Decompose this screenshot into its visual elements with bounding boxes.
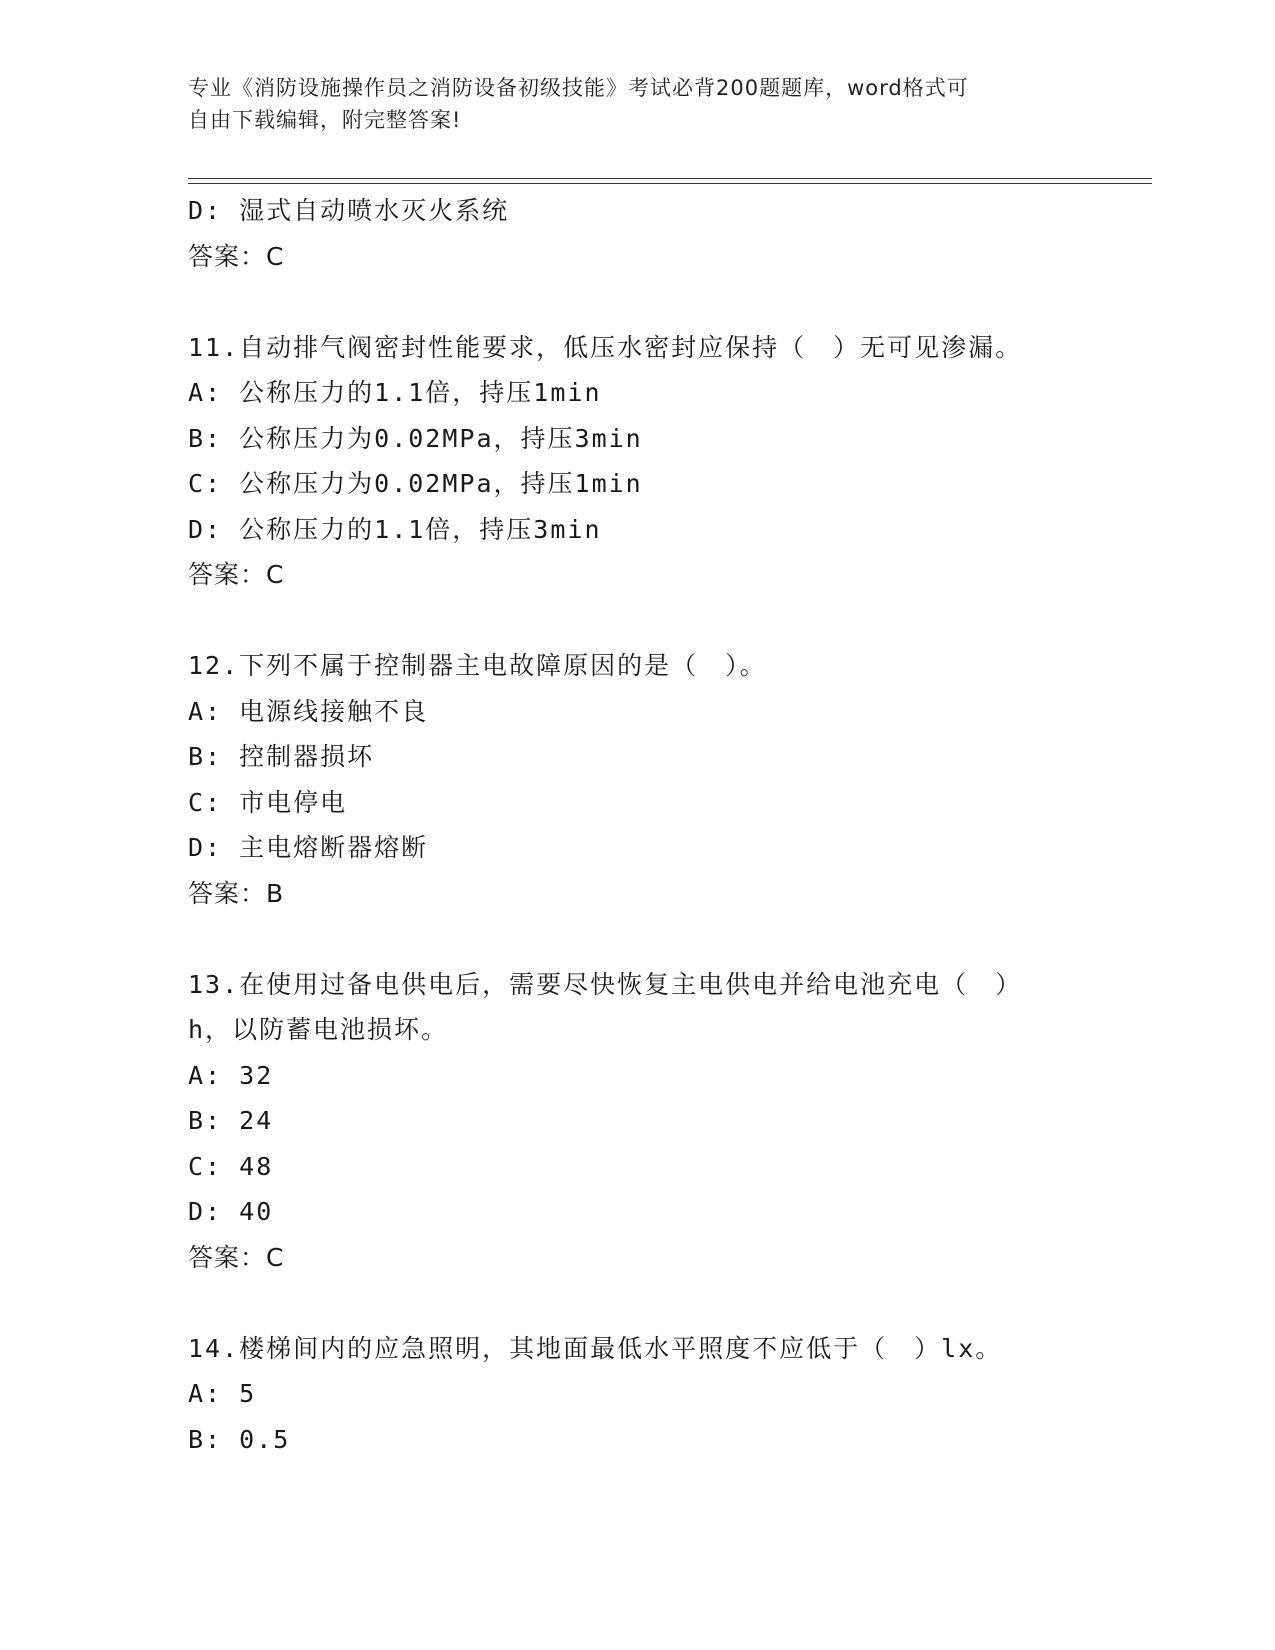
spacer [188,598,1152,644]
option-a: A: 32 [188,1060,274,1090]
document-header [188,72,1068,136]
answer: 答案：B [188,878,285,908]
option-b: B: 24 [188,1106,274,1135]
question-stem-line-2: h，以防蓄电池损坏。 [188,1015,449,1044]
option-c: C: 公称压力为0.02MPa，持压1min [188,469,643,498]
option-d: D: 40 [188,1197,274,1226]
option-a: A: 公称压力的1.1倍，持压1min [188,378,602,407]
question-stem: 14.楼梯间内的应急照明，其地面最低水平照度不应低于（ ）lx。 [188,1333,1003,1363]
question-list [188,188,1152,1462]
answer: 答案：C [188,1242,285,1272]
question-stem: 11.自动排气阀密封性能要求，低压水密封应保持（ ）无可见渗漏。 [188,332,1023,362]
header-line-1: 专业《消防设施操作员之消防设备初级技能》考试必背200题题库，word格式可 [188,76,969,100]
spacer [188,916,1152,962]
question-14 [188,1326,1152,1463]
option-c: C: 48 [188,1151,274,1181]
option-d: D: 公称压力的1.1倍，持压3min [188,514,602,544]
header-divider-bottom [188,183,1152,184]
header-divider-top [188,178,1152,179]
prev-answer: 答案：C [188,241,285,271]
option-b: B: 公称压力为0.02MPa，持压3min [188,423,643,453]
answer: 答案：C [188,560,285,589]
option-d: D: 主电熔断器熔断 [188,833,429,862]
spacer [188,279,1152,325]
spacer [188,1280,1152,1326]
prev-option-d: D: 湿式自动喷水灭火系统 [188,196,510,225]
option-b: B: 控制器损坏 [188,742,375,771]
question-13 [188,962,1152,1281]
question-11 [188,325,1152,598]
header-line-2: 自由下载编辑，附完整答案! [188,108,462,132]
question-12 [188,643,1152,916]
question-stem-line-1: 13.在使用过备电供电后，需要尽快恢复主电供电并给电池充电（ ） [188,969,1023,999]
option-b: B: 0.5 [188,1424,291,1454]
option-a: A: 5 [188,1379,257,1408]
option-a: A: 电源线接触不良 [188,696,429,726]
option-c: C: 市电停电 [188,787,348,817]
question-stem: 12.下列不属于控制器主电故障原因的是（ ）。 [188,651,767,680]
